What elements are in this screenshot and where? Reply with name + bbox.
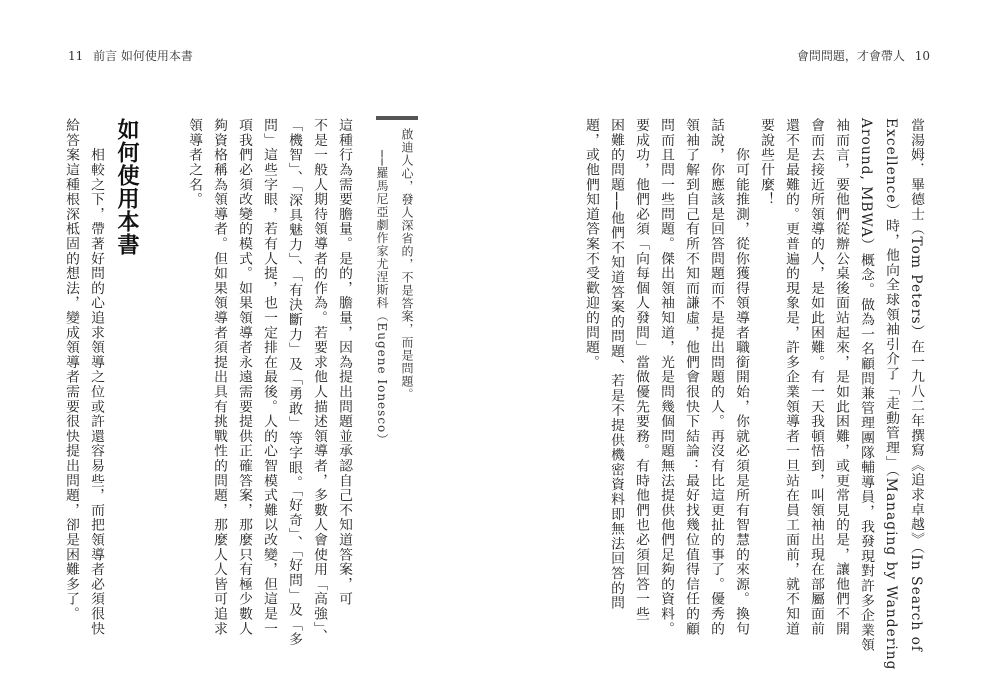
right-body-line: 領袖了解到自己有所不知而謙虛，他們會很快下結論：最好找幾位值得信任的顧 [683,118,699,636]
right-body-line: Excellence）時，他向全球領袖引介了「走動管理」（Managing by Wandering [883,118,899,671]
right-body-line: 要成功，他們必須「向每個人發問」當做優先要務。有時他們也必須回答一些 [633,118,649,622]
right-body-line: 話說，你應該是回答問題而不是提出問題的人。再沒有比這更扯的事了。優秀的 [708,118,724,636]
right-body-line: 你可能推測，從你獲得領導者職銜開始，你就必須是所有智慧的來源。換句 [733,118,749,636]
left-body-line: 項我們必須改變的模式。如果領導者永遠需要提供正確答案，那麼只有極少數人 [236,118,252,636]
right-body-line: Around, MBWA）概念。做為一名顧問兼管理團隊輔導員，我發現對許多企業領 [858,118,874,653]
left-body-line: 問」這些字眼，若有人提，也一定排在最後。人的心智模式難以改變，但這是一 [261,118,277,636]
left-body-line: 領導者之名。 [186,118,202,207]
quote-rule [376,116,418,120]
left-page-number: 11 [68,49,84,63]
left-page-header [62,47,193,64]
section-title: 如何使用本書 [114,118,139,256]
left-body-line: 這種行為需要膽量。是的，膽量，因為提出問題並承認自己不知道答案，可 [336,118,352,607]
left-body-line: 夠資格稱為領導者。但如果領導者須提出具有挑戰性的問題，那麼人人皆可追求 [211,118,227,636]
left-body-line: 給答案這種根深柢固的想法，變成領導者需要很快提出問題，卻是困難多了。 [63,118,79,622]
left-body-line: 不是一般人期待領導者的作為。若要求他人描述領導者，多數人會使用「高強」、 [311,118,327,644]
left-body-line: 相較之下，帶著好問的心追求領導之位或許還容易些，而把領導者必須很快 [88,118,104,636]
right-body-line: 要說些什麼！ [758,118,774,207]
right-body-line: 困難的問題──他們不知道答案的問題、若是不提供機密資料即無法回答的問 [608,118,624,611]
right-body-line: 當湯姆．畢德士（Tom Peters）在一九八二年撰寫《追求卓越》（In Search of [908,118,924,652]
right-body-line: 還不是最難的。更普遍的現象是，許多企業領導者一旦站在員工面前，就不知道 [783,118,799,636]
right-body-line: 會而去接近所領導的人，是如此困難。有一天我頓悟到，叫領袖出現在部屬面前 [808,118,824,636]
left-body-line: 「機智」、「深具魅力」、「有決斷力」及「勇敢」等字眼。「好奇」、「好問」及「多 [286,118,302,647]
epigraph-attribution: ──羅馬尼亞劇作家尤涅斯科（Eugene Ionesco） [375,150,389,447]
right-body-line: 袖而言，要他們從辦公桌後面站起來，是如此困難，或更常見的是，讓他們不開 [833,118,849,636]
right-body-line: 問而且問一些問題。傑出領袖知道，光是問幾個問題無法提供他們足夠的資料。 [658,118,674,636]
right-running-title: 會問問題，才會帶人 [796,49,905,63]
right-page-header [797,47,936,64]
right-body-line: 題，或他們知道答案不受歡迎的問題。 [583,118,599,370]
left-running-title: 前言 如何使用本書 [93,49,193,63]
epigraph-quote: 啟迪人心，發人深省的，不是答案，而是問題。 [400,128,414,401]
right-page-number: 10 [914,49,930,63]
